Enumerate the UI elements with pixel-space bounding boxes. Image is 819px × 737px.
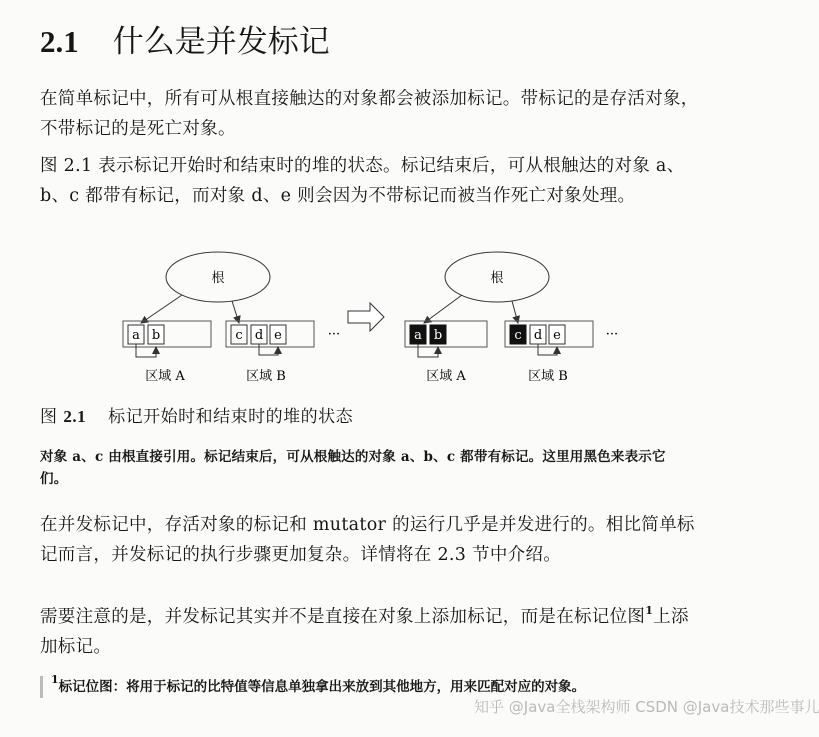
figure-caption-text: 标记开始时和结束时的堆的状态 xyxy=(108,407,354,427)
figure-label xyxy=(40,407,86,427)
section-number: 2.1 xyxy=(40,24,79,59)
root-ref-a-after xyxy=(424,295,462,323)
figure-note: 对象 a、c 由根直接引用。标记结束后，可从根触达的对象 a、b、c 都带有标记。这里用黑色来表示它们。 xyxy=(40,449,666,487)
paragraph-simple-marking: 在简单标记中，所有可从根直接触达的对象都会被添加标记。带标记的是存活对象，不带标记的是死亡对象。 xyxy=(40,89,699,139)
region-a-label-before: 区域 A xyxy=(145,369,185,384)
ellipsis-after: ··· xyxy=(605,327,619,342)
region-b-label-before: 区域 B xyxy=(246,369,286,384)
footnote-ref: 1 xyxy=(645,604,654,617)
object-b-label-before: b xyxy=(151,328,161,343)
ellipsis-before: ··· xyxy=(327,327,341,342)
ref-d-e-after xyxy=(538,344,557,355)
paragraph-mark-bitmap-end: 上添加标记。 xyxy=(40,607,689,657)
watermark: 知乎 @Java全栈架构师 CSDN @Java技术那些事儿 xyxy=(474,698,819,716)
region-b-label-after: 区域 B xyxy=(528,369,568,384)
figure-prefix: 图 xyxy=(40,407,58,427)
object-d-label-before: d xyxy=(254,328,264,343)
figure-caption xyxy=(40,402,353,427)
paragraph-concurrent-marking: 在并发标记中，存活对象的标记和 mutator 的运行几乎是并发进行的。相比简单标记而言，并发标记的执行步骤更加复杂。详情将在 2.3 节中介绍。 xyxy=(40,515,695,565)
object-e-label-after: e xyxy=(553,328,561,343)
transition-arrow-icon xyxy=(348,303,384,331)
root-label-after: 根 xyxy=(490,271,504,286)
paragraph-mark-bitmap-start: 需要注意的是，并发标记其实并不是直接在对象上添加标记，而是在标记位图 xyxy=(40,607,646,627)
footnote-text: 标记位图：将用于标记的比特值等信息单独拿出来放到其他地方，用来匹配对应的对象。 xyxy=(58,679,586,695)
region-a-label-after: 区域 A xyxy=(426,369,466,384)
footnote-marker: 1 xyxy=(51,673,59,686)
paragraph-figure-description: 图 2.1 表示标记开始时和结束时的堆的状态。标记结束后，可从根触达的对象 a、b、c 都带有标记，而对象 d、e 则会因为不带标记而被当作死亡对象处理。 xyxy=(40,156,685,206)
section-title: 什么是并发标记 xyxy=(112,24,330,60)
root-ref-c-after xyxy=(512,301,518,323)
paragraph-mark-bitmap xyxy=(40,602,700,662)
heap-after xyxy=(405,252,618,384)
ref-a-b-before xyxy=(136,344,156,357)
object-e-label-before: e xyxy=(274,328,282,343)
object-b-label-after: b xyxy=(433,328,443,343)
object-a-label-before: a xyxy=(132,328,140,343)
object-d-label-after: d xyxy=(533,328,543,343)
ref-d-e-before xyxy=(259,344,278,355)
root-ref-a-before xyxy=(141,295,182,323)
footnote xyxy=(40,673,701,698)
figure-number: 2.1 xyxy=(63,407,87,426)
object-a-label-after: a xyxy=(414,328,422,343)
root-label-before: 根 xyxy=(211,271,225,286)
root-ref-c-before xyxy=(232,301,239,323)
heap-before xyxy=(123,252,340,384)
section-heading xyxy=(40,22,330,62)
object-c-label-after: c xyxy=(514,328,522,343)
heap-state-figure xyxy=(0,245,720,395)
ref-a-b-after xyxy=(418,344,438,357)
object-c-label-before: c xyxy=(235,328,243,343)
